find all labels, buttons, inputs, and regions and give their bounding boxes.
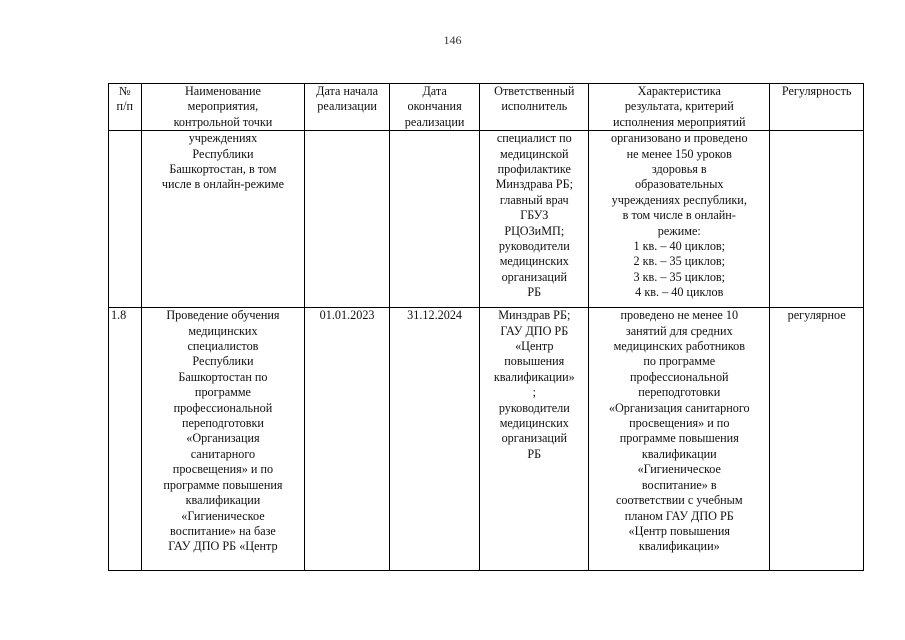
cell-start-date: 01.01.2023 <box>305 308 389 571</box>
table-header-row <box>109 84 864 131</box>
header-end-date: Дата окончания реализации <box>389 84 480 131</box>
header-name: Наименование мероприятия, контрольной точки <box>141 84 305 131</box>
page-number: 146 <box>443 33 462 47</box>
header-regularity: Регулярность <box>770 84 864 131</box>
cell-end-date: 31.12.2024 <box>389 308 480 571</box>
cell-result: проведено не менее 10 занятий для средних медицинских работников по программе профессиональной переподготовки «Организация санитарного просвещения» и по программе повышения квалификации «Гигиеническое воспитание» в соответствии с учебным планом ГАУ ДПО РБ «Центр повышения квалификации» <box>589 308 770 571</box>
cell-num <box>109 131 142 308</box>
cell-responsible: Минздрав РБ; ГАУ ДПО РБ «Центр повышения квалификации» ; руководители медицинских организаций РБ <box>480 308 589 571</box>
cell-result: организовано и проведено не менее 150 уроков здоровья в образовательных учреждениях республики, в том числе в онлайн- режиме: 1 кв. – 40 циклов; 2 кв. – 35 циклов; 3 кв. – 35 циклов; 4 кв. – 40 циклов <box>589 131 770 308</box>
header-result: Характеристика результата, критерий исполнения мероприятий <box>589 84 770 131</box>
table-row <box>109 131 864 308</box>
header-start-date: Дата начала реализации <box>305 84 389 131</box>
measures-table <box>108 83 864 571</box>
cell-regularity <box>770 131 864 308</box>
cell-name: Проведение обучения медицинских специалистов Республики Башкортостан по программе профессиональной переподготовки «Организация санитарного просвещения» и по программе повышения квалификации «Гигиеническое воспитание» на базе ГАУ ДПО РБ «Центр <box>141 308 305 571</box>
header-responsible: Ответственный исполнитель <box>480 84 589 131</box>
cell-end-date <box>389 131 480 308</box>
header-num: № п/п <box>109 84 142 131</box>
cell-responsible: специалист по медицинской профилактике Минздрава РБ; главный врач ГБУЗ РЦОЗиМП; руководители медицинских организаций РБ <box>480 131 589 308</box>
table-row <box>109 308 864 571</box>
cell-num: 1.8 <box>109 308 142 571</box>
cell-start-date <box>305 131 389 308</box>
cell-name: учреждениях Республики Башкортостан, в том числе в онлайн-режиме <box>141 131 305 308</box>
cell-regularity: регулярное <box>770 308 864 571</box>
